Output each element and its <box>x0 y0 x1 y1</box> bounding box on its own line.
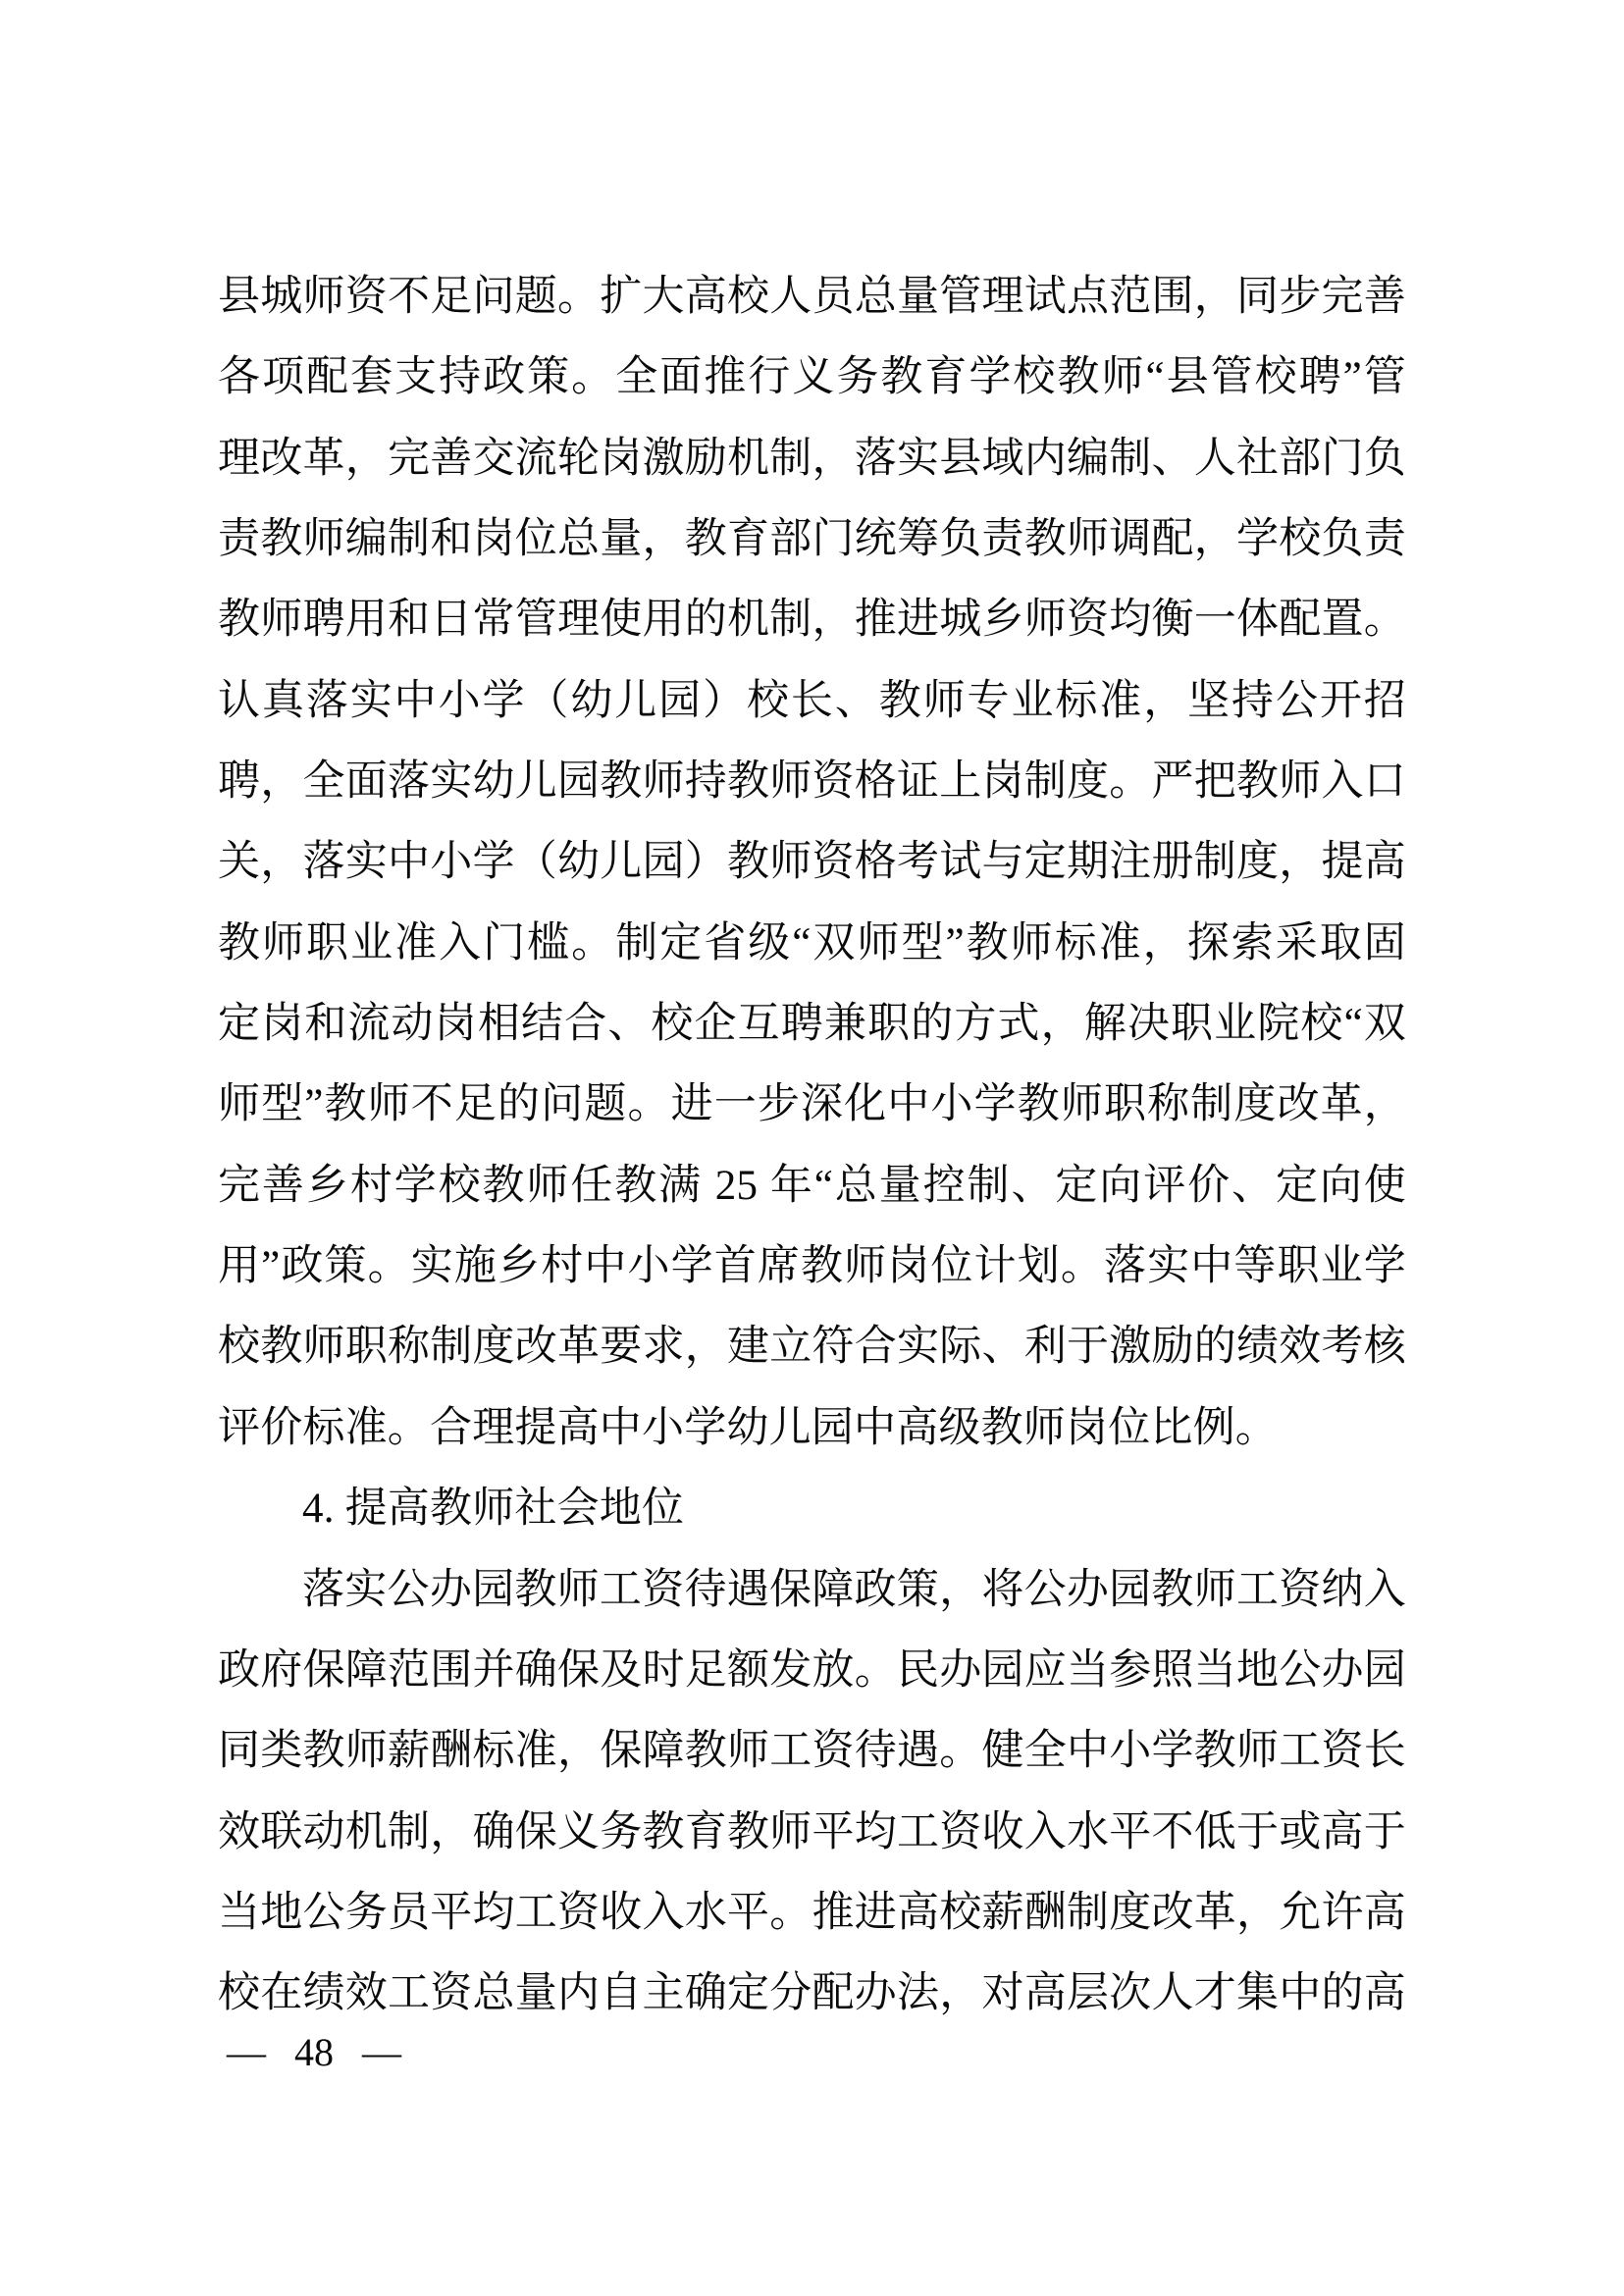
text-line: 落实公办园教师工资待遇保障政策，将公办园教师工资纳入 <box>302 1566 1406 1613</box>
text-line: 认真落实中小学（幼儿园）校长、教师专业标准，坚持公开招 <box>218 677 1406 724</box>
text-line: 县城师资不足问题。扩大高校人员总量管理试点范围，同步完善 <box>218 274 1406 320</box>
text-line: 责教师编制和岗位总量，教育部门统筹负责教师调配，学校负责 <box>218 516 1406 563</box>
text-line: 评价标准。合理提高中小学幼儿园中高级教师岗位比例。 <box>218 1404 1278 1451</box>
text-line: 教师聘用和日常管理使用的机制，推进城乡师资均衡一体配置。 <box>218 597 1406 644</box>
page-number-dash-left: — <box>227 2030 266 2074</box>
body-text <box>218 257 1406 2035</box>
text-line: 效联动机制，确保义务教育教师平均工资收入水平不低于或高于 <box>218 1808 1406 1855</box>
text-line: 政府保障范围并确保及时足额发放。民办园应当参照当地公办园 <box>218 1646 1406 1694</box>
text-line: 教师职业准入门槛。制定省级“双师型”教师标准，探索采取固 <box>218 919 1406 966</box>
text-line: 关，落实中小学（幼儿园）教师资格考试与定期注册制度，提高 <box>218 839 1406 886</box>
text-line: 当地公务员平均工资收入水平。推进高校薪酬制度改革，允许高 <box>218 1889 1406 1936</box>
text-line: 用”政策。实施乡村中小学首席教师岗位计划。落实中等职业学 <box>218 1243 1406 1290</box>
text-line: 各项配套支持政策。全面推行义务教育学校教师“县管校聘”管 <box>218 354 1406 401</box>
page-number-value: 48 <box>294 2030 334 2074</box>
text-line: 完善乡村学校教师任教满 25 年“总量控制、定向评价、定向使 <box>218 1162 1406 1209</box>
text-line: 师型”教师不足的问题。进一步深化中小学教师职称制度改革， <box>218 1081 1406 1128</box>
text-line: 同类教师薪酬标准，保障教师工资待遇。健全中小学教师工资长 <box>218 1728 1406 1775</box>
page-number-dash-right: — <box>362 2030 401 2074</box>
text-line: 理改革，完善交流轮岗激励机制，落实县域内编制、人社部门负 <box>218 435 1406 482</box>
text-line: 定岗和流动岗相结合、校企互聘兼职的方式，解决职业院校“双 <box>218 1001 1406 1048</box>
section-heading: 4. 提高教师社会地位 <box>302 1486 685 1533</box>
text-line: 校教师职称制度改革要求，建立符合实际、利于激励的绩效考核 <box>218 1324 1406 1371</box>
text-line: 校在绩效工资总量内自主确定分配办法，对高层次人才集中的高 <box>218 1970 1406 2017</box>
text-line: 聘，全面落实幼儿园教师持教师资格证上岗制度。严把教师入口 <box>218 758 1406 806</box>
page-number <box>227 2029 401 2076</box>
